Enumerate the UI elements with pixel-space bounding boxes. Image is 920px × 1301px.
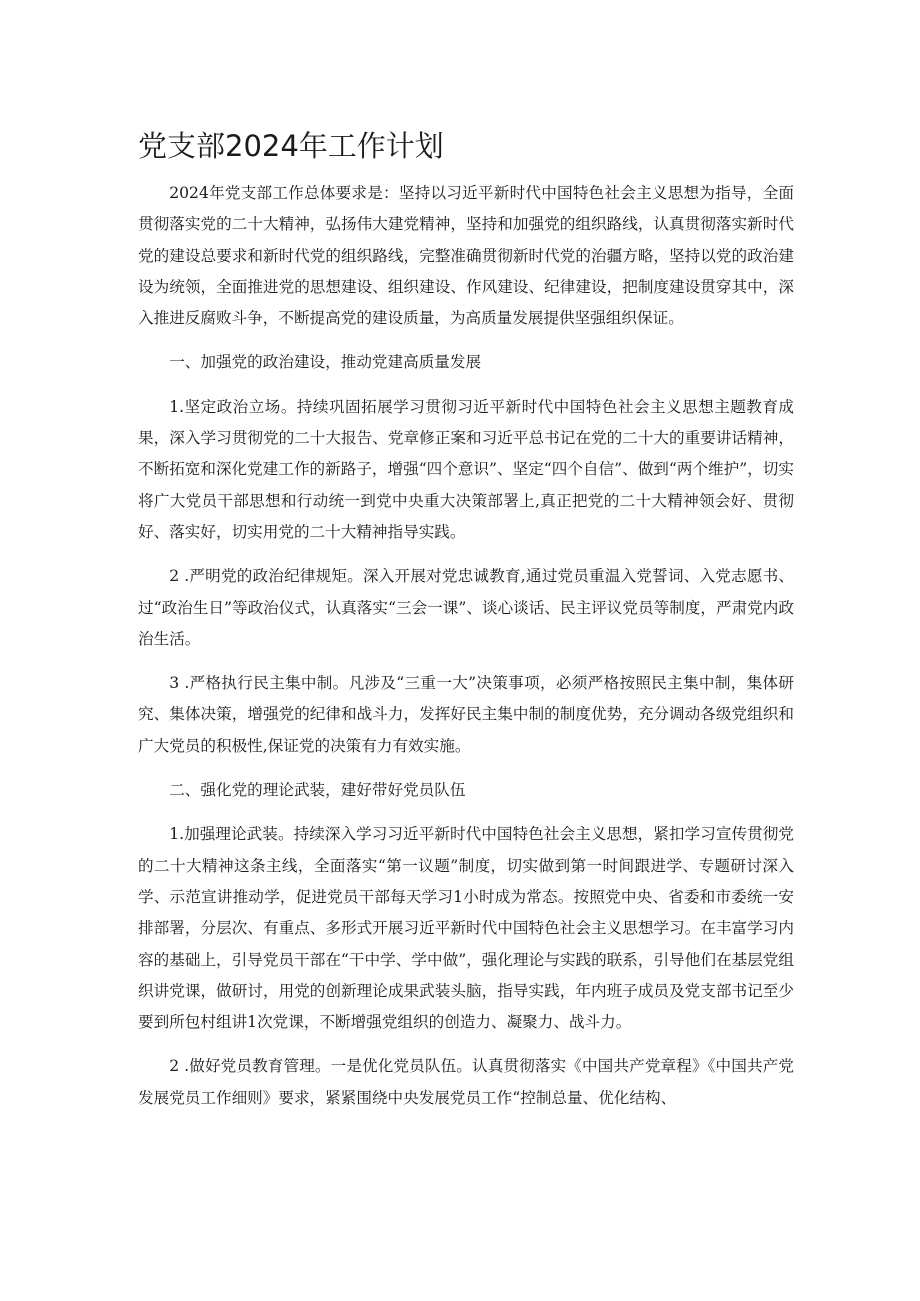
section-1-item-1: 1.坚定政治立场。持续巩固拓展学习贯彻习近平新时代中国特色社会主义思想主题教育成果，深入学习贯彻党的二十大报告、党章修正案和习近平总书记在党的二十大的重要讲话精神，不断拓宽和深化党建工作的新路子，增强“四个意识”、坚定“四个自信”、做到“两个维护”，切实将广大党员干部思想和行动统一到党中央重大决策部署上,真正把党的二十大精神领会好、贯彻好、落实好，切实用党的二十大精神指导实践。 bbox=[138, 397, 794, 541]
section-1-item-2: 2 .严明党的政治纪律规矩。深入开展对党忠诚教育,通过党员重温入党誓词、入党志愿书、过“政治生日”等政治仪式，认真落实“三会一课”、谈心谈话、民主评议党员等制度，严肃党内政治生活。 bbox=[138, 567, 794, 648]
intro-paragraph: 2024年党支部工作总体要求是：坚持以习近平新时代中国特色社会主义思想为指导，全面贯彻落实党的二十大精神，弘扬伟大建党精神，坚持和加强党的组织路线，认真贯彻落实新时代党的建设总要求和新时代党的组织路线，完整准确贯彻新时代党的治疆方略，坚持以党的政治建设为统领，全面推进党的思想建设、组织建设、作风建设、纪律建设，把制度建设贯穿其中，深入推进反腐败斗争，不断提高党的建设质量，为高质量发展提供坚强组织保证。 bbox=[138, 184, 794, 328]
section-2-item-2: 2 .做好党员教育管理。一是优化党员队伍。认真贯彻落实《中国共产党章程》《中国共产党发展党员工作细则》要求，紧紧围绕中央发展党员工作“控制总量、优化结构、 bbox=[138, 1057, 794, 1107]
document-title: 党支部2024年工作计划 bbox=[138, 129, 444, 163]
section-1-item-3: 3 .严格执行民主集中制。凡涉及“三重一大”决策事项，必须严格按照民主集中制，集体研究、集体决策，增强党的纪律和战斗力，发挥好民主集中制的制度优势，充分调动各级党组织和广大党员的积极性,保证党的决策有力有效实施。 bbox=[138, 674, 794, 755]
section-heading-1: 一、加强党的政治建设，推动党建高质量发展 bbox=[169, 353, 482, 372]
section-2-item-1: 1.加强理论武装。持续深入学习习近平新时代中国特色社会主义思想，紧扣学习宣传贯彻党的二十大精神这条主线，全面落实“第一议题”制度，切实做到第一时间跟进学、专题研讨深入学、示范宣讲推动学，促进党员干部每天学习1小时成为常态。按照党中央、省委和市委统一安排部署，分层次、有重点、多形式开展习近平新时代中国特色社会主义思想学习。在丰富学习内容的基础上，引导党员干部在“干中学、学中做”，强化理论与实践的联系，引导他们在基层党组织讲党课，做研讨，用党的创新理论成果武装头脑，指导实践，年内班子成员及党支部书记至少要到所包村组讲1次党课，不断增强党组织的创造力、凝聚力、战斗力。 bbox=[138, 825, 794, 1032]
section-heading-2: 二、强化党的理论武装，建好带好党员队伍 bbox=[169, 781, 466, 800]
document-body bbox=[138, 178, 794, 1127]
